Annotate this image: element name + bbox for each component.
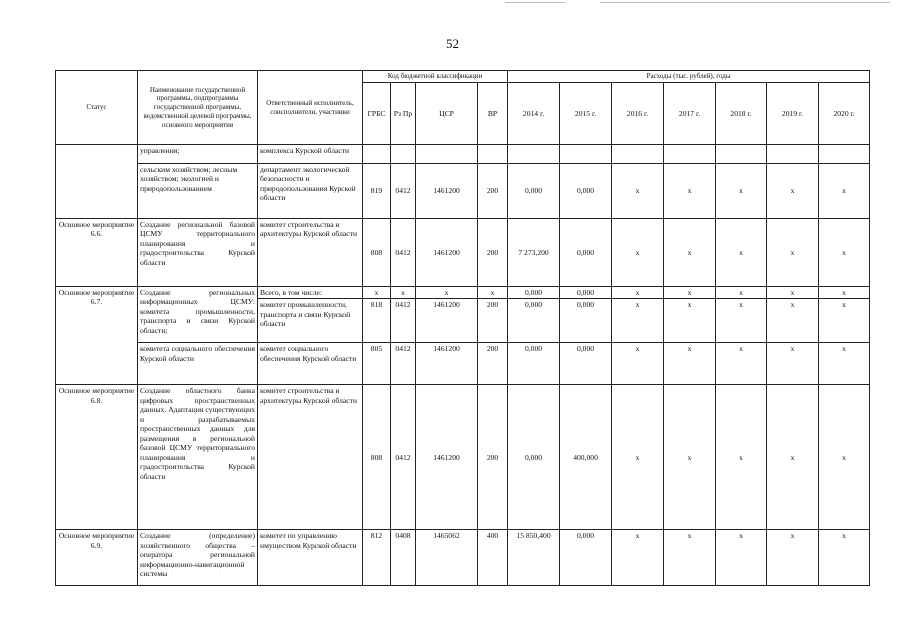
header-grbs: ГРБС xyxy=(363,83,391,145)
table-row xyxy=(56,164,870,219)
value-cell: x xyxy=(716,219,767,287)
header-year: 2015 г. xyxy=(560,83,612,145)
name-cell: Создание (определение) хозяйственного общества – оператора региональной информационно-навигационной системы xyxy=(138,530,258,586)
value-cell: x xyxy=(819,219,870,287)
rzpr-cell: 0412 xyxy=(391,219,416,287)
responsible-cell: комитет строительства и архитектуры Курской области xyxy=(258,385,363,530)
value-cell: x xyxy=(716,299,767,343)
responsible-cell: комитет промышленности, транспорта и связи Курской области xyxy=(258,299,363,343)
value-cell: 0,000 xyxy=(560,530,612,586)
header-expenses: Расходы (тыс. рублей), годы xyxy=(508,71,870,83)
value-cell: x xyxy=(767,164,819,219)
status-cell: Основное мероприятие 6.8. xyxy=(56,385,138,530)
value-cell: x xyxy=(767,299,819,343)
vr-cell: 400 xyxy=(478,530,508,586)
header-budget-code: Код бюджетной классификации xyxy=(363,71,508,83)
value-cell: 0,000 xyxy=(560,343,612,385)
csr-cell: 1461200 xyxy=(416,385,478,530)
csr-cell: x xyxy=(416,287,478,299)
value-cell: 0,000 xyxy=(508,164,560,219)
responsible-cell: комитет строительства и архитектуры Курской области xyxy=(258,219,363,287)
name-cell: управления; xyxy=(138,145,258,164)
csr-cell: 1461200 xyxy=(416,164,478,219)
table-row xyxy=(56,287,870,299)
value-cell: 7 273,200 xyxy=(508,219,560,287)
header-year: 2016 г. xyxy=(612,83,664,145)
value-cell: x xyxy=(612,299,664,343)
budget-table xyxy=(55,70,870,586)
csr-cell: 1461200 xyxy=(416,219,478,287)
header-year: 2017 г. xyxy=(664,83,716,145)
responsible-cell: Всего, в том числе: xyxy=(258,287,363,299)
csr-cell: 1461200 xyxy=(416,299,478,343)
grbs-cell: 808 xyxy=(363,385,391,530)
value-cell: x xyxy=(819,164,870,219)
value-cell: x xyxy=(664,385,716,530)
value-cell: x xyxy=(664,219,716,287)
value-cell: x xyxy=(612,164,664,219)
vr-cell: 200 xyxy=(478,299,508,343)
table-row xyxy=(56,385,870,530)
value-cell: x xyxy=(716,343,767,385)
header-responsible: Ответственный исполнитель, соисполнители, участники xyxy=(258,71,363,145)
header-vr: ВР xyxy=(478,83,508,145)
page-number: 52 xyxy=(446,36,459,51)
value-cell: 0,000 xyxy=(508,343,560,385)
value-cell: x xyxy=(612,343,664,385)
rzpr-cell: 0412 xyxy=(391,299,416,343)
value-cell: x xyxy=(612,385,664,530)
rzpr-cell: 0412 xyxy=(391,343,416,385)
grbs-cell: 818 xyxy=(363,299,391,343)
value-cell: x xyxy=(819,343,870,385)
rzpr-cell: x xyxy=(391,287,416,299)
header-rzpr: Рз Пр xyxy=(391,83,416,145)
table-row xyxy=(56,145,870,164)
value-cell: 0,000 xyxy=(560,164,612,219)
name-cell: Создание областного банка цифровых пространственных данных. Адаптация существующих и разрабатываемых пространственных данных для размещения в региональной базовой ЦСМУ территориального планирования и градостроительства Курской области xyxy=(138,385,258,530)
responsible-cell: комплекса Курской области xyxy=(258,145,363,164)
csr-cell: 1461200 xyxy=(416,343,478,385)
status-cell: Основное мероприятие 6.6. xyxy=(56,219,138,287)
grbs-cell: 808 xyxy=(363,219,391,287)
responsible-cell: комитет социального обеспечения Курской области xyxy=(258,343,363,385)
value-cell: x xyxy=(819,299,870,343)
csr-cell: 1465062 xyxy=(416,530,478,586)
grbs-cell: 812 xyxy=(363,530,391,586)
rzpr-cell: 0412 xyxy=(391,164,416,219)
status-cell xyxy=(56,145,138,219)
value-cell: x xyxy=(612,287,664,299)
value-cell: x xyxy=(767,530,819,586)
value-cell: x xyxy=(767,287,819,299)
grbs-cell: 819 xyxy=(363,164,391,219)
name-cell: Создание региональных информационных ЦСМУ: комитета промышленности, транспорта и связи Курской области; xyxy=(138,287,258,343)
value-cell: x xyxy=(664,164,716,219)
name-cell: Создание региональной базовой ЦСМУ территориального планирования и градостроительства Курской области xyxy=(138,219,258,287)
value-cell: x xyxy=(767,343,819,385)
responsible-cell: комитет по управлению имуществом Курской области xyxy=(258,530,363,586)
value-cell: x xyxy=(612,530,664,586)
grbs-cell: x xyxy=(363,287,391,299)
value-cell: x xyxy=(819,530,870,586)
value-cell: x xyxy=(664,530,716,586)
value-cell: x xyxy=(716,287,767,299)
name-cell: сельским хозяйством; лесным хозяйством; экологией и природопользованием xyxy=(138,164,258,219)
value-cell: x xyxy=(767,385,819,530)
value-cell: x xyxy=(819,287,870,299)
status-cell: Основное мероприятие 6.9. xyxy=(56,530,138,586)
name-cell: комитета социального обеспечения Курской области xyxy=(138,343,258,385)
value-cell: 0,000 xyxy=(560,287,612,299)
header-status: Статус xyxy=(56,71,138,145)
vr-cell: 200 xyxy=(478,164,508,219)
value-cell: 0,000 xyxy=(508,385,560,530)
header-year: 2014 г. xyxy=(508,83,560,145)
value-cell: x xyxy=(716,385,767,530)
header-csr: ЦСР xyxy=(416,83,478,145)
value-cell: x xyxy=(819,385,870,530)
value-cell: 0,000 xyxy=(508,299,560,343)
rzpr-cell: 0412 xyxy=(391,385,416,530)
status-cell: Основное мероприятие 6.7. xyxy=(56,287,138,385)
table-row xyxy=(56,343,870,385)
vr-cell: 200 xyxy=(478,343,508,385)
vr-cell: x xyxy=(478,287,508,299)
header-year: 2019 г. xyxy=(767,83,819,145)
header-year: 2020 г. xyxy=(819,83,870,145)
scan-line xyxy=(505,2,565,3)
value-cell: 0,000 xyxy=(508,287,560,299)
value-cell: x xyxy=(767,219,819,287)
table-row xyxy=(56,219,870,287)
value-cell: 400,000 xyxy=(560,385,612,530)
value-cell: 0,000 xyxy=(560,299,612,343)
responsible-cell: департамент экологической безопасности и природопользования Курской области xyxy=(258,164,363,219)
value-cell: x xyxy=(716,530,767,586)
vr-cell: 200 xyxy=(478,219,508,287)
header-name: Наименование государственной программы, подпрограммы государственной программы, ведомственной целевой программы, основного мероприятия xyxy=(138,71,258,145)
header-year: 2018 г. xyxy=(716,83,767,145)
table-row xyxy=(56,530,870,586)
value-cell: 15 850,400 xyxy=(508,530,560,586)
vr-cell: 200 xyxy=(478,385,508,530)
grbs-cell: 805 xyxy=(363,343,391,385)
rzpr-cell: 0408 xyxy=(391,530,416,586)
value-cell: x xyxy=(664,299,716,343)
value-cell: x xyxy=(664,343,716,385)
scan-line xyxy=(600,2,890,3)
value-cell: x xyxy=(664,287,716,299)
value-cell: x xyxy=(716,164,767,219)
value-cell: 0,000 xyxy=(560,219,612,287)
value-cell: x xyxy=(612,219,664,287)
